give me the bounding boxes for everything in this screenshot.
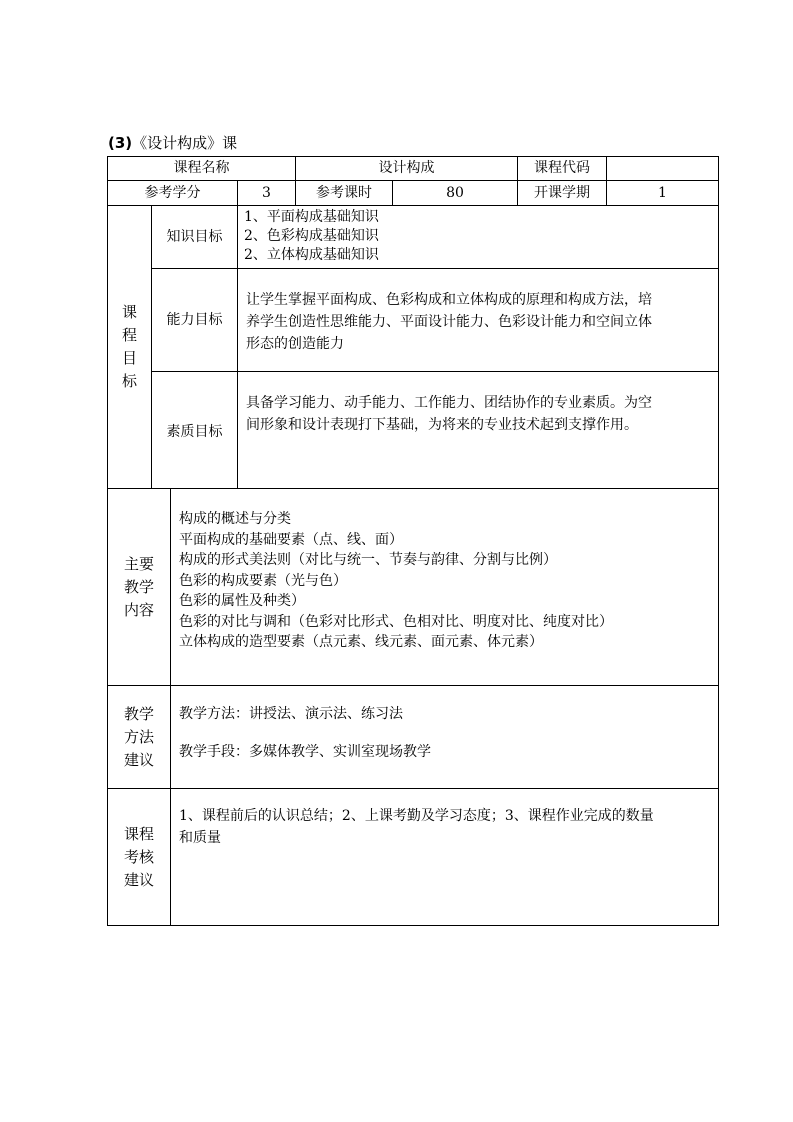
course-name-value: 设计构成 [295, 156, 518, 181]
method-label-line: 教学 [123, 704, 154, 723]
goals-label-char: 目 [121, 349, 137, 367]
goals-label-char: 标 [121, 372, 137, 390]
goals-label [107, 205, 152, 489]
credit-label: 参考学分 [107, 180, 238, 206]
section-number: (3) [108, 134, 133, 152]
assessment-content [170, 788, 719, 926]
content-list [170, 488, 719, 686]
course-name-label: 课程名称 [107, 156, 296, 181]
content-label-line: 内容 [123, 600, 154, 619]
content-item: 构成的概述与分类 [179, 511, 291, 527]
content-label [107, 488, 171, 686]
content-item: 立体构成的造型要素（点元素、线元素、面元素、体元素） [179, 634, 543, 650]
method-label [107, 685, 171, 789]
knowledge-goal-label: 知识目标 [151, 205, 238, 269]
content-item: 平面构成的基础要素（点、线、面） [179, 531, 403, 548]
assessment-label [107, 788, 171, 926]
ability-goal-content [237, 268, 719, 372]
method-line: 教学方法：讲授法、演示法、练习法 [179, 706, 403, 722]
knowledge-item: 1、平面构成基础知识 [244, 209, 379, 225]
ability-line: 让学生掌握平面构成、色彩构成和立体构成的原理和构成方法，培 [246, 292, 652, 308]
section-title: 《设计构成》课 [132, 134, 238, 152]
content-label-line: 主要 [123, 554, 154, 573]
quality-line: 间形象和设计表现打下基础，为将来的专业技术起到支撑作用。 [246, 417, 638, 433]
content-label-line: 教学 [123, 577, 154, 596]
course-code-value [606, 156, 719, 181]
content-item: 色彩的对比与调和（色彩对比形式、色相对比、明度对比、纯度对比） [179, 613, 613, 630]
method-label-line: 方法 [123, 727, 154, 746]
quality-line: 具备学习能力、动手能力、工作能力、团结协作的专业素质。为空 [246, 395, 652, 411]
hours-value: 80 [392, 180, 518, 206]
assessment-label-line: 考核 [123, 847, 154, 866]
method-content [170, 685, 719, 789]
quality-goal-label: 素质目标 [151, 371, 238, 489]
assessment-label-line: 课程 [123, 824, 154, 843]
goals-label-char: 课 [121, 303, 137, 321]
goals-label-char: 程 [121, 326, 137, 344]
ability-line: 形态的创造能力 [246, 336, 344, 352]
course-code-label: 课程代码 [517, 156, 607, 181]
content-item: 构成的形式美法则（对比与统一、节奏与韵律、分割与比例） [179, 552, 557, 568]
content-item: 色彩的属性及种类） [179, 593, 305, 609]
credit-value: 3 [237, 180, 296, 206]
section-heading [108, 133, 237, 153]
method-label-line: 建议 [123, 750, 154, 769]
method-line: 教学手段：多媒体教学、实训室现场教学 [179, 744, 431, 760]
assessment-line: 1、课程前后的认识总结；2、上课考勤及学习态度；3、课程作业完成的数量 [179, 808, 654, 824]
assessment-label-line: 建议 [123, 870, 154, 889]
hours-label: 参考课时 [295, 180, 393, 206]
term-label: 开课学期 [517, 180, 607, 206]
quality-goal-content [237, 371, 719, 489]
content-item: 色彩的构成要素（光与色） [179, 572, 347, 589]
assessment-line: 和质量 [179, 830, 221, 846]
knowledge-item: 2、色彩构成基础知识 [244, 228, 379, 244]
ability-line: 养学生创造性思维能力、平面设计能力、色彩设计能力和空间立体 [246, 314, 652, 330]
term-value: 1 [606, 180, 719, 206]
ability-goal-label: 能力目标 [151, 268, 238, 372]
knowledge-item: 2、立体构成基础知识 [244, 247, 379, 263]
knowledge-goal-content [237, 205, 719, 269]
